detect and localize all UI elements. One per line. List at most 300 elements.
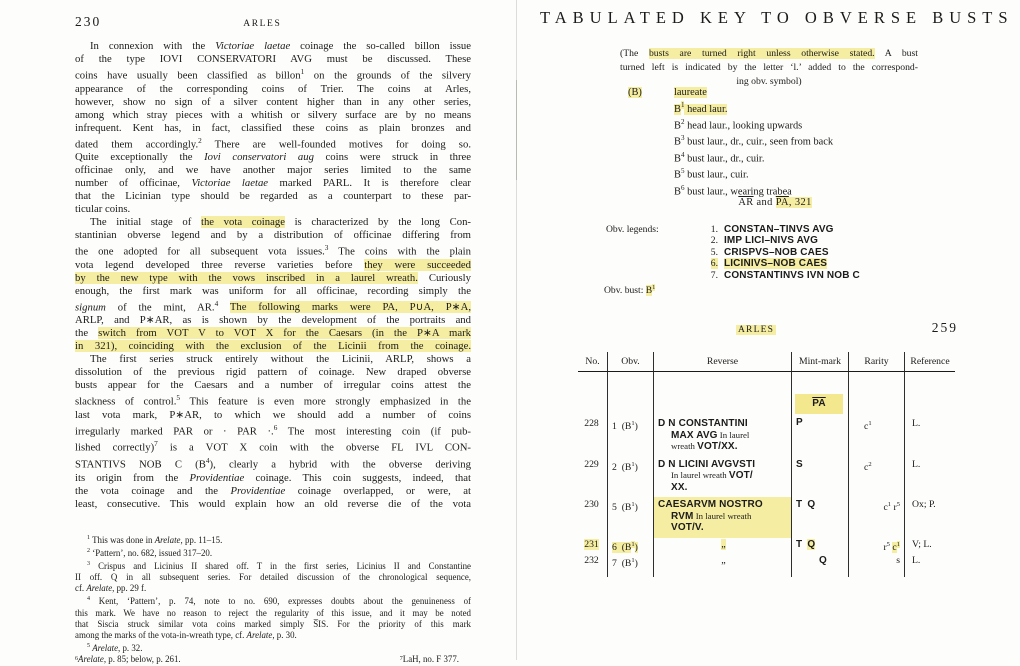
text-segment: the one adopted for all subsequent vota issues.	[75, 245, 325, 258]
text-segment: r	[891, 502, 897, 514]
text-segment: , p. 30.	[272, 630, 297, 640]
cell-reverse	[654, 554, 792, 571]
highlighted-text: in 321), coinciding with the exclusion of the Licinii from the coinage.	[75, 340, 471, 353]
highlighted-text: Q	[807, 538, 816, 550]
text-segment: vota legend developed three reverse varieties before	[75, 258, 365, 271]
table-caption-row	[578, 320, 958, 336]
cell-obv	[608, 538, 654, 555]
text-segment: B	[674, 120, 681, 132]
text-segment: 1	[87, 534, 91, 541]
cell-reference	[905, 497, 955, 538]
text-segment: XX.	[671, 481, 688, 493]
footnotes-block	[75, 533, 471, 666]
text-line	[75, 485, 471, 498]
legend-item	[702, 224, 860, 235]
text-segment	[218, 301, 230, 313]
page-gutter-divider-dark	[516, 80, 517, 180]
text-line	[75, 298, 471, 315]
text-segment: infrequent. Kent has, in fact, classified these coins as plain bronzes and	[75, 121, 471, 134]
text-line	[75, 122, 471, 135]
text-segment: 2	[680, 117, 685, 126]
text-segment: 6	[680, 183, 685, 192]
legend-text	[724, 235, 818, 246]
text-segment: Crispus and Licinius II shared off. T in the first series, Licinius II and Constantine	[90, 560, 471, 571]
highlighted-text: busts are turned right unless otherwise stated.	[648, 48, 875, 59]
text-segment: L.	[912, 555, 921, 567]
cell-no	[578, 372, 608, 457]
text-line	[674, 99, 833, 116]
legend-item	[702, 247, 860, 258]
text-segment: )	[634, 421, 638, 433]
text-segment: B	[674, 169, 681, 181]
text-line	[75, 53, 471, 66]
text-segment: $\overline{AR}$	[738, 197, 754, 208]
text-segment: 6	[75, 656, 79, 663]
text-segment: 1	[631, 501, 635, 508]
text-line	[674, 182, 833, 199]
cell-reference	[905, 554, 955, 571]
text-segment: among which stray pieces with a whitish or silvery surface are by no means	[75, 108, 471, 121]
cell-mintmark	[792, 457, 849, 498]
cell-reference	[905, 457, 955, 498]
cell-reverse	[654, 372, 792, 457]
text-line	[75, 66, 471, 83]
laureate-bust-key	[628, 87, 833, 198]
text-line	[75, 83, 471, 96]
highlighted-text: $\overline{PA}$	[775, 197, 789, 208]
text-segment: In laurel	[717, 429, 750, 440]
text-segment: , p. 85; below, p. 261.	[103, 654, 181, 665]
cell-rarity	[849, 497, 905, 538]
cell-reverse-highlighted	[654, 497, 792, 538]
text-segment: signum	[75, 301, 106, 314]
text-segment: 7	[154, 440, 158, 449]
text-line	[658, 555, 789, 567]
text-segment: Arelate	[78, 654, 104, 665]
text-segment: coinage the so-called billon issue	[290, 40, 471, 52]
text-segment: s	[896, 555, 900, 567]
text-segment: (The	[620, 48, 649, 59]
highlighted-text: laureate	[674, 87, 707, 98]
text-segment: busts appear for the Caesars and a number of irregular coins attest the	[75, 379, 471, 392]
table-rule-spacer	[608, 571, 654, 577]
text-segment: coins were struck in three	[313, 151, 471, 164]
highlighted-text: the vota coinage	[200, 216, 285, 229]
text-line	[658, 441, 789, 453]
text-segment: 7.	[710, 269, 718, 281]
left-page-header	[75, 14, 471, 30]
legend-text	[724, 247, 829, 258]
text-segment: 3	[87, 560, 91, 567]
cell-mintmark	[792, 497, 849, 538]
text-segment: D N LICINI AVGVSTI	[658, 458, 756, 470]
text-segment: The coins with the plain	[328, 245, 471, 258]
text-segment: , pp. 11–15.	[180, 534, 223, 545]
column-header-no: No.	[578, 352, 608, 372]
text-segment: ing obv. symbol)	[736, 75, 802, 87]
text-line	[75, 546, 471, 559]
text-segment: c	[864, 421, 869, 433]
text-segment: 2	[87, 547, 91, 554]
text-segment: on the grounds of the silvery	[304, 69, 472, 82]
text-segment: VOT/XX.	[697, 441, 738, 452]
text-segment: head laur., looking upwards	[684, 120, 803, 132]
text-segment: coinage. This coin suggests, indeed, that	[244, 471, 471, 484]
text-segment: dissolution of the previous rigid pattern of coinage. New draped obverse	[75, 366, 471, 379]
text-segment: 2	[868, 460, 872, 468]
text-segment: enough, the first mark was uniform for all officinae, recording simply the	[75, 284, 471, 297]
cell-reverse	[654, 457, 792, 498]
text-segment: c	[883, 502, 888, 514]
coin-catalogue-table	[578, 352, 955, 577]
text-segment: The most interesting coin (if pub-	[277, 425, 471, 438]
table-rule-spacer	[792, 571, 849, 577]
text-segment: Quite exceptionally the	[75, 151, 205, 164]
text-line	[75, 216, 471, 229]
text-segment: In connexion with the	[90, 40, 216, 52]
text-segment: T	[796, 538, 808, 550]
text-segment: 2	[198, 136, 202, 145]
paragraph-first-series	[75, 353, 471, 510]
text-line	[674, 149, 833, 166]
text-segment: 4	[205, 456, 210, 465]
text-line	[75, 285, 471, 298]
text-line	[75, 151, 471, 164]
column-header-reference: Reference	[905, 352, 955, 372]
legend-text	[724, 224, 834, 235]
text-line	[75, 135, 471, 152]
text-segment: turned left is indicated by the letter ‘l.’ added to the correspond-	[620, 61, 918, 73]
highlighted-text: B	[645, 285, 653, 297]
text-segment: lished correctly)	[75, 441, 155, 454]
mintmark-value	[796, 417, 846, 429]
text-segment: 230	[584, 499, 599, 510]
text-segment: ARLP, and P∗AR, as is shown by the development of the portraits and	[75, 314, 471, 327]
text-segment: VOT/	[728, 470, 753, 481]
highlighted-text: )	[634, 541, 638, 553]
text-segment: RVM	[671, 510, 694, 522]
text-segment: marked PARL. It is therefore clear	[268, 177, 471, 190]
column-header-mintmark: Mint-mark	[792, 352, 849, 372]
text-line	[75, 203, 471, 216]
text-segment: is characterized by the long Con-	[284, 216, 471, 229]
text-segment: The initial stage of	[90, 216, 201, 229]
legend-number	[702, 270, 718, 281]
text-segment: S	[796, 458, 803, 470]
text-line	[75, 109, 471, 122]
text-line	[75, 533, 471, 546]
text-segment: B	[674, 186, 681, 198]
text-line	[75, 438, 471, 455]
text-segment: 232	[584, 555, 599, 567]
text-segment: 1	[631, 420, 635, 427]
text-segment: 2.	[710, 235, 718, 247]
text-line	[658, 470, 789, 482]
highlighted-text: B	[674, 103, 681, 115]
highlighted-text: 1	[680, 101, 685, 110]
legend-number	[702, 258, 718, 269]
text-segment: 7 (B	[612, 558, 632, 570]
cell-reverse	[654, 538, 792, 555]
paragraph-billon-issue	[75, 40, 471, 216]
text-segment: its origin from the	[75, 471, 190, 484]
text-line	[658, 522, 789, 534]
text-line	[75, 366, 471, 379]
text-line	[75, 164, 471, 177]
highlighted-text: switch from VOT V to VOT X for the Caesars (in the P∗A mark	[98, 327, 471, 340]
text-segment: 4	[214, 299, 219, 308]
text-segment: There are well-founded motives for doing so.	[201, 138, 471, 151]
text-line	[658, 459, 789, 471]
cell-mintmark	[792, 554, 849, 571]
cell-mintmark	[792, 372, 849, 457]
text-segment: that Siscia struck similar vota coins marked simply S̅IS. For the priority of this mark	[75, 618, 471, 629]
highlighted-text: 1	[652, 284, 656, 291]
text-segment: This was done in	[90, 534, 155, 545]
text-segment: 1	[631, 460, 635, 468]
text-segment: V; L.	[912, 538, 932, 550]
text-segment: 5 (B	[612, 502, 632, 514]
text-segment: bust laur., dr., cuir., seen from back	[684, 136, 834, 148]
text-segment: 1	[887, 501, 892, 508]
highlighted-text: „	[721, 538, 726, 550]
left-running-head: ARLES	[243, 19, 282, 29]
text-segment: CAESARVM NOSTRO	[658, 499, 763, 510]
text-segment: officinae only, and we have another major series limited to the same	[75, 164, 471, 177]
cell-reference	[905, 538, 955, 555]
text-segment: 3	[680, 134, 685, 143]
text-segment: The first series struck entirely without the Licinii, ARLP, shows a	[90, 353, 471, 366]
cell-no	[578, 497, 608, 538]
text-segment: Victoriae laetae	[191, 177, 269, 190]
text-segment: 2 (B	[612, 461, 632, 473]
text-segment: least, consecutive. This would explain how an old reverse die of the vota	[75, 497, 471, 510]
text-segment: 1	[868, 420, 872, 427]
highlighted-text: 1	[896, 540, 900, 548]
cell-rarity	[849, 372, 905, 457]
text-segment: In laurel wreath	[693, 510, 752, 521]
text-line	[75, 314, 471, 327]
table-rule-spacer	[654, 571, 792, 577]
cell-rarity	[849, 457, 905, 498]
column-header-obv: Obv.	[608, 352, 654, 372]
text-segment: 229	[584, 458, 599, 470]
text-segment: bust laur., wearing trabea	[684, 186, 792, 198]
text-line	[75, 259, 471, 272]
text-line	[75, 177, 471, 190]
text-segment: 4	[680, 150, 685, 159]
text-segment: LaH, no. F 377.	[402, 654, 459, 665]
text-segment: c	[864, 461, 869, 473]
highlighted-text: 6.	[710, 258, 718, 270]
highlighted-text: 231	[584, 538, 599, 550]
bust-key-label	[628, 87, 658, 198]
text-segment: the vota coinage and the	[75, 484, 231, 497]
text-segment: „	[721, 555, 726, 567]
highlighted-text: 1	[631, 540, 635, 548]
text-segment: slackness of control.	[75, 395, 177, 408]
text-segment: cf.	[75, 583, 87, 594]
text-segment: 1	[631, 557, 635, 565]
text-line	[658, 539, 789, 551]
legend-number	[702, 224, 718, 235]
text-line	[75, 340, 471, 353]
text-segment: bust laur., dr., cuir.	[684, 153, 765, 165]
text-segment: P	[796, 417, 803, 428]
table-mint-heading: ARLES	[738, 325, 775, 335]
text-line	[75, 559, 471, 572]
cell-rarity	[849, 538, 905, 555]
text-line	[674, 132, 833, 149]
text-line	[75, 40, 471, 53]
text-line	[674, 165, 833, 182]
cell-obv	[608, 457, 654, 498]
text-segment: last vota mark, P∗AR, to which we should add a number of coins	[75, 408, 471, 421]
text-line	[75, 498, 471, 511]
table-rule-spacer	[905, 571, 955, 577]
text-line	[620, 61, 918, 75]
text-line	[75, 594, 471, 607]
text-line	[75, 455, 471, 472]
text-line	[75, 242, 471, 259]
text-segment: 5	[896, 501, 900, 508]
text-segment: B	[674, 136, 681, 148]
text-segment: $\overline{PA}$	[812, 398, 826, 410]
text-segment: D N CONSTANTINI	[658, 418, 748, 429]
text-segment: VOT/V.	[671, 522, 704, 533]
obverse-legends-label: Obv. legends:	[606, 224, 659, 235]
highlighted-text: 6 (B	[612, 541, 632, 553]
highlighted-text: (B)	[628, 87, 642, 98]
table-rule-spacer	[849, 571, 905, 577]
text-segment: MAX AVG	[671, 429, 718, 441]
cell-obv	[608, 554, 654, 571]
text-segment: IMP LICI–NIVS AVG	[724, 235, 819, 247]
highlighted-text: by the new type with the vows inscribed in a laurel wreath.	[75, 271, 418, 284]
text-line	[75, 190, 471, 203]
column-header-reverse: Reverse	[654, 352, 792, 372]
left-body-text	[75, 40, 471, 511]
text-segment: 3	[324, 244, 329, 253]
text-line	[75, 392, 471, 409]
text-segment: STANTIVS NOB C (B	[75, 458, 206, 471]
bust-orientation-note	[620, 47, 918, 88]
text-line	[75, 229, 471, 242]
text-segment: CONSTANTINVS IVN NOB C	[724, 269, 860, 281]
text-segment: In laurel wreath	[671, 470, 729, 480]
text-segment: Arelate	[92, 643, 119, 654]
text-line	[75, 409, 471, 422]
text-segment: irregularly marked PAR or · PAR ·.	[75, 425, 274, 438]
right-page	[540, 0, 1020, 660]
right-page-title: TABULATED KEY TO OBVERSE BUSTS	[540, 8, 1014, 27]
text-segment: Providentiae	[189, 471, 245, 484]
text-line	[658, 418, 789, 430]
text-segment: coinage overlapped, or were, at	[285, 484, 471, 497]
text-segment: Victoriae laetae	[215, 40, 291, 52]
mint-marks-section-heading	[540, 197, 1010, 208]
cell-obv	[608, 372, 654, 457]
text-line	[620, 47, 918, 61]
text-segment: however, show no sign of a silver content higher than in any other series,	[75, 95, 471, 108]
text-segment: this mark. We have no reason to reject the regularity of this issue, and it may be noted	[75, 607, 471, 618]
text-segment: Arelate	[86, 583, 113, 594]
cell-obv	[608, 497, 654, 538]
text-segment: appearance of the corresponding coins of Trier. The coins at Arles,	[75, 82, 471, 95]
text-line	[75, 583, 471, 594]
text-segment: ‘Pattern’, no. 682, issued 317–20.	[90, 547, 213, 558]
text-line	[75, 379, 471, 392]
text-line	[658, 511, 789, 523]
text-segment: 5	[176, 394, 181, 403]
text-line	[75, 96, 471, 109]
legend-number	[702, 247, 718, 258]
text-line	[75, 472, 471, 485]
text-segment: of the mint, AR.	[105, 301, 215, 314]
highlighted-text: The following marks were PA, P∪A, P∗A,	[229, 301, 472, 314]
text-line	[658, 499, 789, 511]
text-segment: Kent, ‘Pattern’, p. 74, note to no. 690, expresses doubts about the genuineness of	[90, 596, 471, 607]
text-segment: Arelate	[246, 630, 273, 640]
cell-no	[578, 457, 608, 498]
text-segment: 228	[584, 418, 599, 429]
text-segment: bust laur., cuir.	[684, 169, 749, 181]
text-segment: T Q	[796, 499, 816, 510]
legend-number	[702, 235, 718, 246]
cell-no	[578, 538, 608, 555]
highlighted-text: they were succeeded	[364, 258, 472, 271]
obverse-legends-block	[606, 224, 860, 281]
text-segment: of the type IOVI CONSERVATORI AVG must be discussed. These	[75, 53, 471, 65]
text-segment: )	[634, 461, 638, 473]
text-line	[674, 87, 833, 99]
text-line	[75, 608, 471, 619]
highlighted-text: c	[892, 541, 897, 553]
cell-no	[578, 554, 608, 571]
text-segment: dated them accordingly.	[75, 138, 199, 151]
text-segment: II off. Q in all subsequent series. For detailed discussion of the chronological sequence,	[75, 572, 471, 583]
highlighted-text: , 321	[788, 197, 812, 208]
text-line	[75, 272, 471, 285]
text-segment: Curiously	[417, 271, 471, 284]
text-segment: 5	[680, 167, 685, 176]
obverse-bust-line	[604, 284, 655, 296]
text-segment: CONSTAN–TINVS AVG	[724, 224, 834, 235]
left-page	[75, 14, 471, 666]
cell-rarity	[849, 554, 905, 571]
text-line	[75, 353, 471, 366]
highlighted-text: LICINIVS–NOB CAES	[724, 258, 828, 270]
legend-item	[702, 235, 860, 246]
text-segment: Obv. bust:	[604, 285, 646, 297]
text-segment: 5.	[710, 246, 718, 258]
text-segment: Providentiae	[230, 484, 286, 497]
text-segment: 1	[300, 68, 305, 76]
text-segment: that the Licinian type should be regarded as a counterpart to these par-	[75, 190, 471, 203]
text-segment: is a VOT X coin with the obverse FL IVL CON-	[157, 441, 471, 454]
text-segment: CRISPVS–NOB CAES	[724, 246, 829, 258]
legend-item	[702, 270, 860, 281]
text-segment: )	[634, 558, 638, 570]
text-segment: among the marks of the vota-in-wreath type, cf.	[75, 630, 247, 640]
text-segment: 1.	[710, 224, 718, 235]
text-line	[658, 430, 789, 442]
text-segment: , p. 32.	[118, 643, 143, 654]
text-segment: Ox; P.	[912, 499, 936, 510]
text-segment: L.	[912, 418, 921, 429]
text-segment: , pp. 29 f.	[112, 583, 147, 594]
highlighted-text: head laur.	[684, 103, 728, 115]
